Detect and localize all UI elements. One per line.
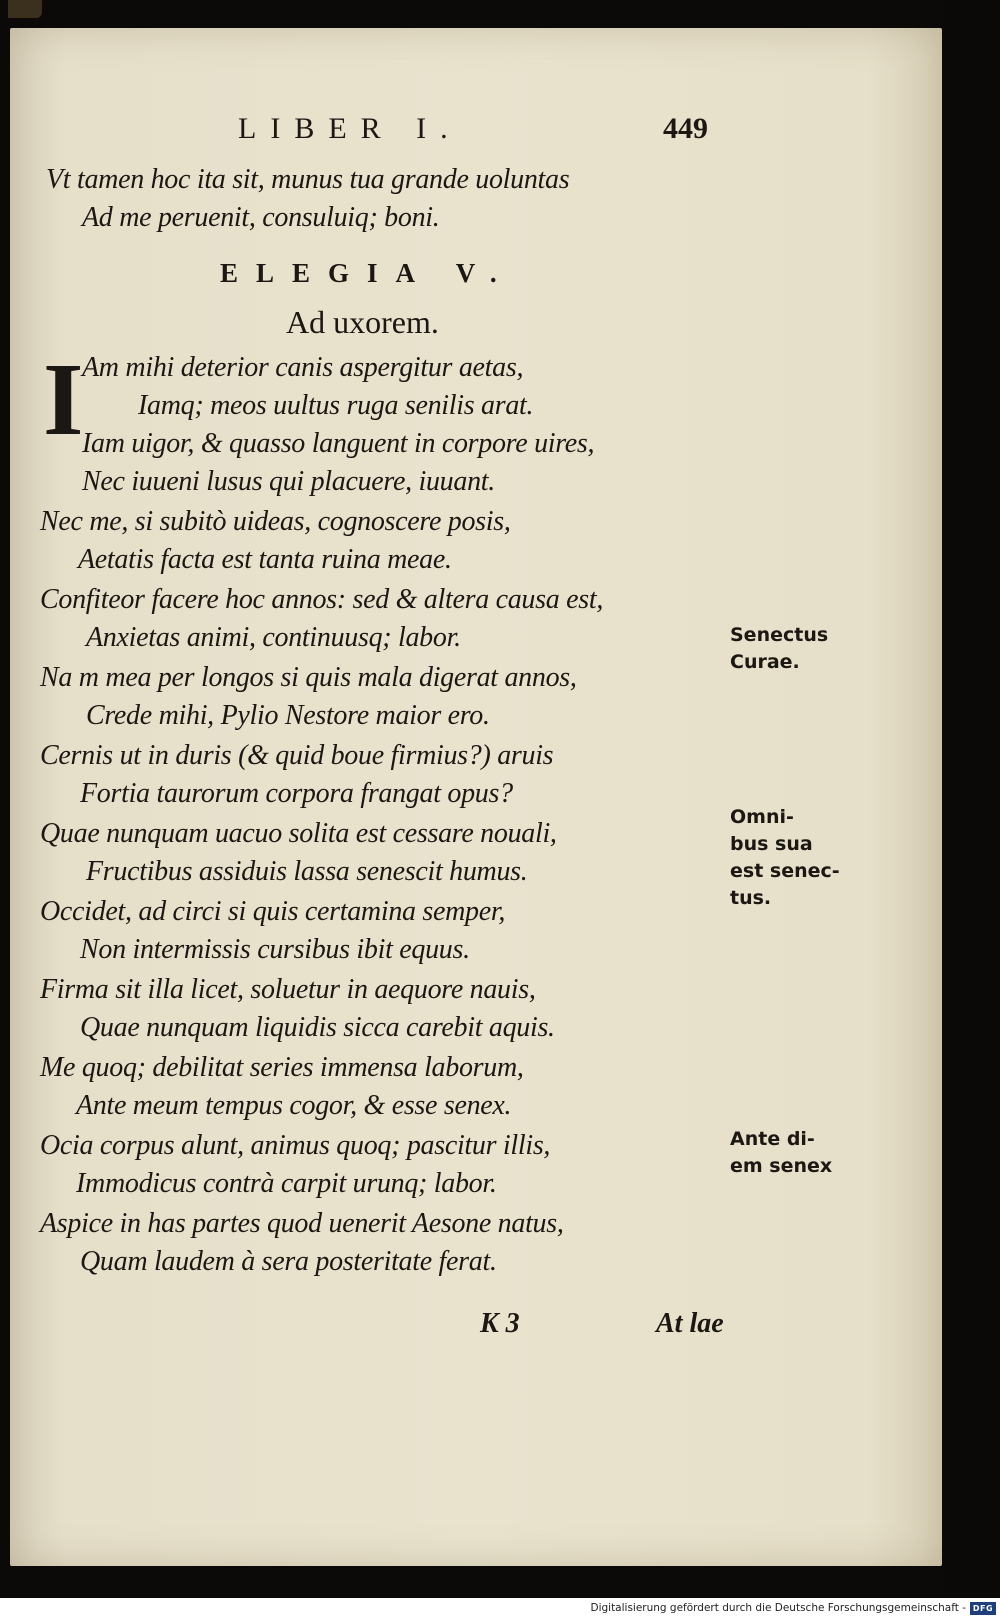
dfg-logo: DFG [970,1602,996,1615]
verse-line: Iam uigor, & quasso languent in corpore uires, [82,428,595,459]
verse-line: Aspice in has partes quod uenerit Aesone natus, [40,1208,564,1239]
margin-note: Omni- bus sua est senec- tus. [730,806,840,909]
verse-line: Cernis ut in duris (& quid boue firmius?) aruis [40,740,554,771]
verse-line: Nec iuueni lusus qui placuere, iuuant. [82,466,495,497]
verse-line: Non intermissis cursibus ibit equus. [80,934,470,965]
verse-line: Quae nunquam uacuo solita est cessare nouali, [40,818,557,849]
signature-mark: K 3 [480,1308,520,1339]
margin-note: Senectus Curae. [730,624,829,673]
verse-line: Quam laudem à sera posteritate ferat. [80,1246,497,1277]
verse-line: Nec me, si subitò uideas, cognoscere posis, [40,506,511,537]
verse-line: Ante meum tempus cogor, & esse senex. [76,1090,512,1121]
verse-line: Firma sit illa licet, soluetur in aequore nauis, [40,974,536,1005]
verse-line: Ocia corpus alunt, animus quoq; pascitur illis, [40,1130,551,1161]
verse-line: Anxietas animi, continuusq; labor. [86,622,461,653]
verse-line: Confiteor facere hoc annos: sed & altera causa est, [40,584,604,615]
binding-edge [944,0,1000,1590]
verse-line: Crede mihi, Pylio Nestore maior ero. [86,700,490,731]
previous-leaf-corner [8,0,42,18]
margin-note: Ante di- em senex [730,1128,833,1177]
section-title: ELEGIA V. [220,258,515,288]
verse-line: Am mihi deterior canis aspergitur aetas, [82,352,524,383]
running-head: LIBER I. [238,112,462,145]
verse-line: Fortia taurorum corpora frangat opus? [80,778,513,809]
funding-credit: Digitalisierung gefördert durch die Deutsche Forschungsgemeinschaft - [590,1602,966,1614]
drop-cap: I [43,342,84,457]
verse-line: Immodicus contrà carpit urunq; labor. [76,1168,497,1199]
verse-line: Aetatis facta est tanta ruina meae. [78,544,452,575]
verse-line: Iamq; meos uultus ruga senilis arat. [138,390,534,421]
verse-line: Ad me peruenit, consuluiq; boni. [82,202,440,233]
page-number: 449 [663,112,708,145]
catchword: At lae [656,1308,724,1339]
verse-line: Vt tamen hoc ita sit, munus tua grande uoluntas [46,164,570,195]
verse-line: Fructibus assiduis lassa senescit humus. [86,856,528,887]
verse-line: Occidet, ad circi si quis certamina semper, [40,896,506,927]
poem-heading: Ad uxorem. [286,304,439,340]
verse-line: Na m mea per longos si quis mala digerat annos, [40,662,577,693]
verse-line: Quae nunquam liquidis sicca carebit aquis. [80,1012,555,1043]
verse-line: Me quoq; debilitat series immensa laborum, [40,1052,524,1083]
